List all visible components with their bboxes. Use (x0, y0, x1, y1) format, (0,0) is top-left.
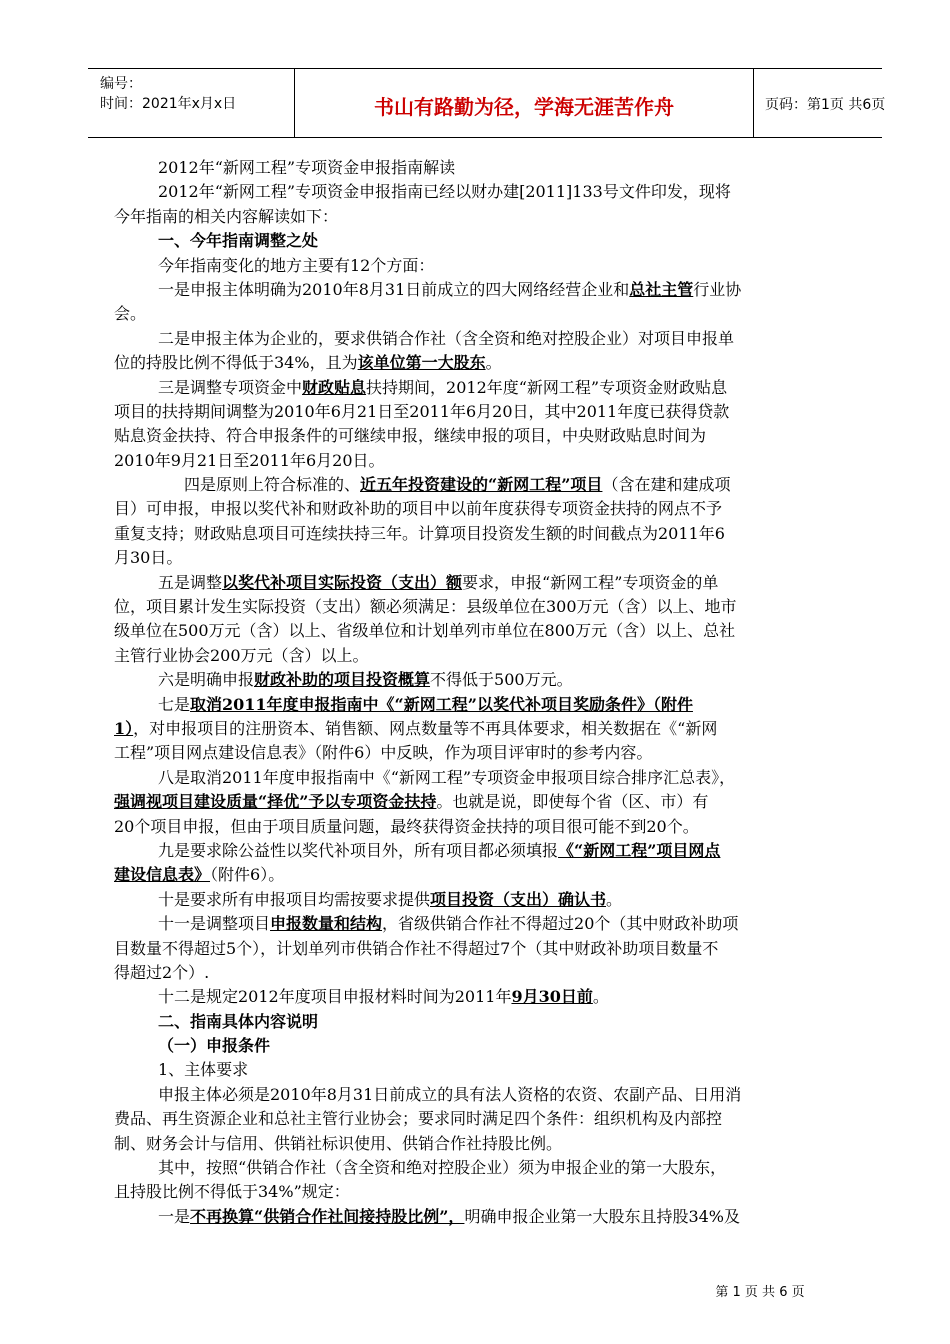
emphasis: 以奖代补项目实际投资（支出）额 (222, 572, 463, 592)
paragraph-line: 七是取消2011年度申报指南中《“新网工程”以奖代补项目奖励条件》（附件 (158, 694, 693, 714)
document-number-label: 编号： (100, 76, 142, 92)
paragraph-line: 得超过2个）. (114, 962, 210, 982)
header-motto: 书山有路勤为径，学海无涯苦作舟 (374, 95, 674, 119)
emphasis: 财政补助的项目投资概算 (254, 670, 431, 690)
paragraph-line: 制、财务会计与信用、供销社标识使用、供销合作社持股比例。 (114, 1133, 563, 1153)
emphasis: 近五年投资建设的“新网工程”项目 (360, 475, 603, 495)
paragraph-line: 目）可申报，申报以奖代补和财政补助的项目中以前年度获得专项资金扶持的网点不予 (114, 499, 723, 519)
paragraph-line: 20个项目申报，但由于项目质量问题，最终获得资金扶持的项目很可能不到20个。 (114, 816, 699, 836)
paragraph-line: 十是要求所有申报项目均需按要求提供项目投资（支出）确认书。 (158, 889, 623, 909)
paragraph-line: 今年指南变化的地方主要有12个方面： (158, 255, 435, 275)
paragraph-line: 二是申报主体为企业的，要求供销合作社（含全资和绝对控股企业）对项目申报单 (158, 328, 735, 348)
paragraph-line: 2012年“新网工程”专项资金申报指南已经以财办建[2011]133号文件印发，现将 (158, 182, 731, 202)
section-heading: 一、今年指南调整之处 (158, 231, 319, 251)
paragraph-line: 一是申报主体明确为2010年8月31日前成立的四大网络经营企业和总社主管行业协 (158, 279, 742, 299)
emphasis: 财政贴息 (302, 377, 367, 397)
paragraph-line: 六是明确申报财政补助的项目投资概算不得低于500万元。 (158, 670, 573, 690)
paragraph-line: 主管行业协会200万元（含）以上。 (114, 645, 369, 665)
paragraph-line: 十一是调整项目申报数量和结构，省级供销合作社不得超过20个（其中财政补助项 (158, 914, 739, 934)
paragraph-line: 今年指南的相关内容解读如下： (114, 206, 339, 226)
emphasis: 建设信息表》 (114, 865, 211, 885)
document-title: 2012年“新网工程”专项资金申报指南解读 (158, 158, 456, 177)
footer-page-number: 第 1 页 共 6 页 (715, 1285, 805, 1300)
header-table (88, 68, 886, 138)
emphasis: 总社主管 (629, 279, 694, 299)
emphasis: 项目投资（支出）确认书 (430, 889, 607, 909)
paragraph-line: 1），对申报项目的注册资本、销售额、网点数量等不再具体要求，相关数据在《“新网 (114, 718, 718, 738)
emphasis: 申报数量和结构 (270, 914, 383, 934)
paragraph-line: 位，项目累计发生实际投资（支出）额必须满足：县级单位在300万元（含）以上、地市 (114, 597, 737, 617)
emphasis: 强调视项目建设质量“择优”予以专项资金扶持 (114, 792, 437, 812)
paragraph-line: 强调视项目建设质量“择优”予以专项资金扶持。也就是说，即使每个省（区、市）有 (114, 792, 709, 812)
emphasis: 取消2011年度申报指南中《“新网工程”以奖代补项目奖励条件》（附件 (190, 694, 693, 714)
paragraph-line: 2010年9月21日至2011年6月20日。 (114, 450, 385, 470)
paragraph-line: 其中，按照“供销合作社（含全资和绝对控股企业）须为申报企业的第一大股东， (158, 1158, 727, 1178)
subsection-heading: （一）申报条件 (158, 1036, 271, 1056)
paragraph-line: 九是要求除公益性以奖代补项目外，所有项目都必须填报《“新网工程”项目网点 (158, 840, 721, 860)
page-footer (0, 1281, 950, 1300)
document-time-label: 时间：2021年x月x日 (100, 96, 237, 112)
document-body (114, 156, 860, 1229)
paragraph-line: 工程”项目网点建设信息表》（附件6）中反映，作为项目评审时的参考内容。 (114, 743, 653, 763)
paragraph-line: 四是原则上符合标准的、近五年投资建设的“新网工程”项目（含在建和建成项 (184, 475, 731, 495)
emphasis: 该单位第一大股东 (357, 353, 486, 373)
header-page-cell (753, 69, 886, 137)
paragraph-line: 月30日。 (114, 548, 183, 568)
paragraph-line: 八是取消2011年度申报指南中《“新网工程”专项资金申报项目综合排序汇总表》， (158, 767, 736, 787)
paragraph-line: 贴息资金扶持、符合申报条件的可继续申报，继续申报的项目，中央财政贴息时间为 (114, 426, 707, 446)
paragraph-line: 费品、再生资源企业和总社主管行业协会；要求同时满足四个条件：组织机构及内部控 (114, 1109, 723, 1129)
paragraph-line: 目数量不得超过5个），计划单列市供销合作社不得超过7个（其中财政补助项目数量不 (114, 938, 719, 958)
paragraph-line: 项目的扶持期间调整为2010年6月21日至2011年6月20日，其中2011年度已获得贷款 (114, 401, 730, 421)
paragraph-line: 会。 (114, 304, 147, 324)
paragraph-line: 十二是规定2012年度项目申报材料时间为2011年9月30日前。 (158, 987, 609, 1007)
section-heading: 二、指南具体内容说明 (158, 1011, 319, 1031)
paragraph-line: 位的持股比例不得低于34%，且为该单位第一大股东。 (114, 353, 502, 373)
emphasis: 不再换算“供销合作社间接持股比例”， (190, 1206, 465, 1226)
paragraph-line: 级单位在500万元（含）以上、省级单位和计划单列市单位在800万元（含）以上、总社 (114, 621, 736, 641)
header-page-info: 页码：第1页 共6页 (765, 97, 886, 113)
item-heading: 1、主体要求 (158, 1060, 249, 1080)
emphasis: 9月30日前 (511, 987, 593, 1007)
header-motto-cell (294, 69, 754, 137)
emphasis: 《“新网工程”项目网点 (558, 840, 721, 860)
paragraph-line: 五是调整以奖代补项目实际投资（支出）额要求，申报“新网工程”专项资金的单 (158, 572, 719, 592)
paragraph-line: 建设信息表》（附件6）。 (114, 865, 285, 885)
emphasis: 1） (114, 718, 134, 738)
paragraph-line: 一是不再换算“供销合作社间接持股比例”，明确申报企业第一大股东且持股34%及 (158, 1206, 741, 1226)
header-meta-cell (88, 69, 294, 137)
paragraph-line: 重复支持；财政贴息项目可连续扶持三年。计算项目投资发生额的时间截点为2011年6 (114, 523, 725, 543)
paragraph-line: 且持股比例不得低于34%”规定： (114, 1182, 350, 1202)
paragraph-line: 申报主体必须是2010年8月31日前成立的具有法人资格的农资、农副产品、日用消 (158, 1084, 742, 1104)
paragraph-line: 三是调整专项资金中财政贴息扶持期间，2012年度“新网工程”专项资金财政贴息 (158, 377, 728, 397)
